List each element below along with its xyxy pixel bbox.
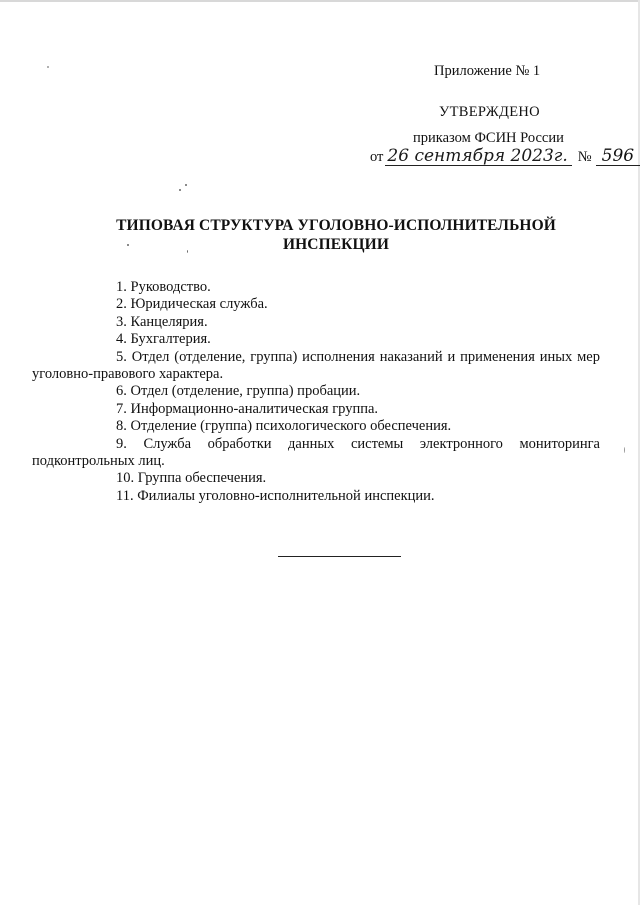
scan-speck [187,250,188,253]
list-item-2: 2. Юридическая служба. [116,296,268,313]
list-item-8: 8. Отделение (группа) психологического обеспечения. [116,418,452,435]
scan-edge-top [0,0,640,2]
handwritten-order-number: 596 [596,147,640,166]
scan-speck [185,184,187,186]
structure-list [32,279,600,505]
number-label: № [577,149,592,165]
document-title [96,216,576,254]
order-date-line [370,147,640,166]
title-line-2: ИНСПЕКЦИИ [282,236,389,253]
order-label: приказом ФСИН России [413,130,564,146]
date-prefix: от [370,149,384,165]
list-item-9: 9. Служба обработки данных системы электронного мониторинга подконтрольных лиц. [32,435,600,470]
handwritten-date: 26 сентября 2023г. [385,147,571,166]
list-item-11: 11. Филиалы уголовно-исполнительной инспекции. [116,487,435,504]
scan-speck [47,66,49,68]
scan-speck [127,244,129,246]
scan-speck [624,447,625,453]
list-item-5: 5. Отдел (отделение, группа) исполнения наказаний и применения иных мер уголовно-правового характера. [32,348,600,383]
title-line-1: ТИПОВАЯ СТРУКТУРА УГОЛОВНО-ИСПОЛНИТЕЛЬНОЙ [116,217,556,234]
appendix-label: Приложение № 1 [434,63,541,79]
approved-label: УТВЕРЖДЕНО [439,104,540,120]
list-item-6: 6. Отдел (отделение, группа) пробации. [116,383,361,400]
closing-divider [278,556,401,557]
list-item-3: 3. Канцелярия. [116,313,208,330]
list-item-7: 7. Информационно-аналитическая группа. [116,400,379,417]
scan-speck [179,189,181,191]
list-item-10: 10. Группа обеспечения. [116,470,267,487]
list-item-1: 1. Руководство. [116,279,211,295]
list-item-4: 4. Бухгалтерия. [116,331,211,348]
